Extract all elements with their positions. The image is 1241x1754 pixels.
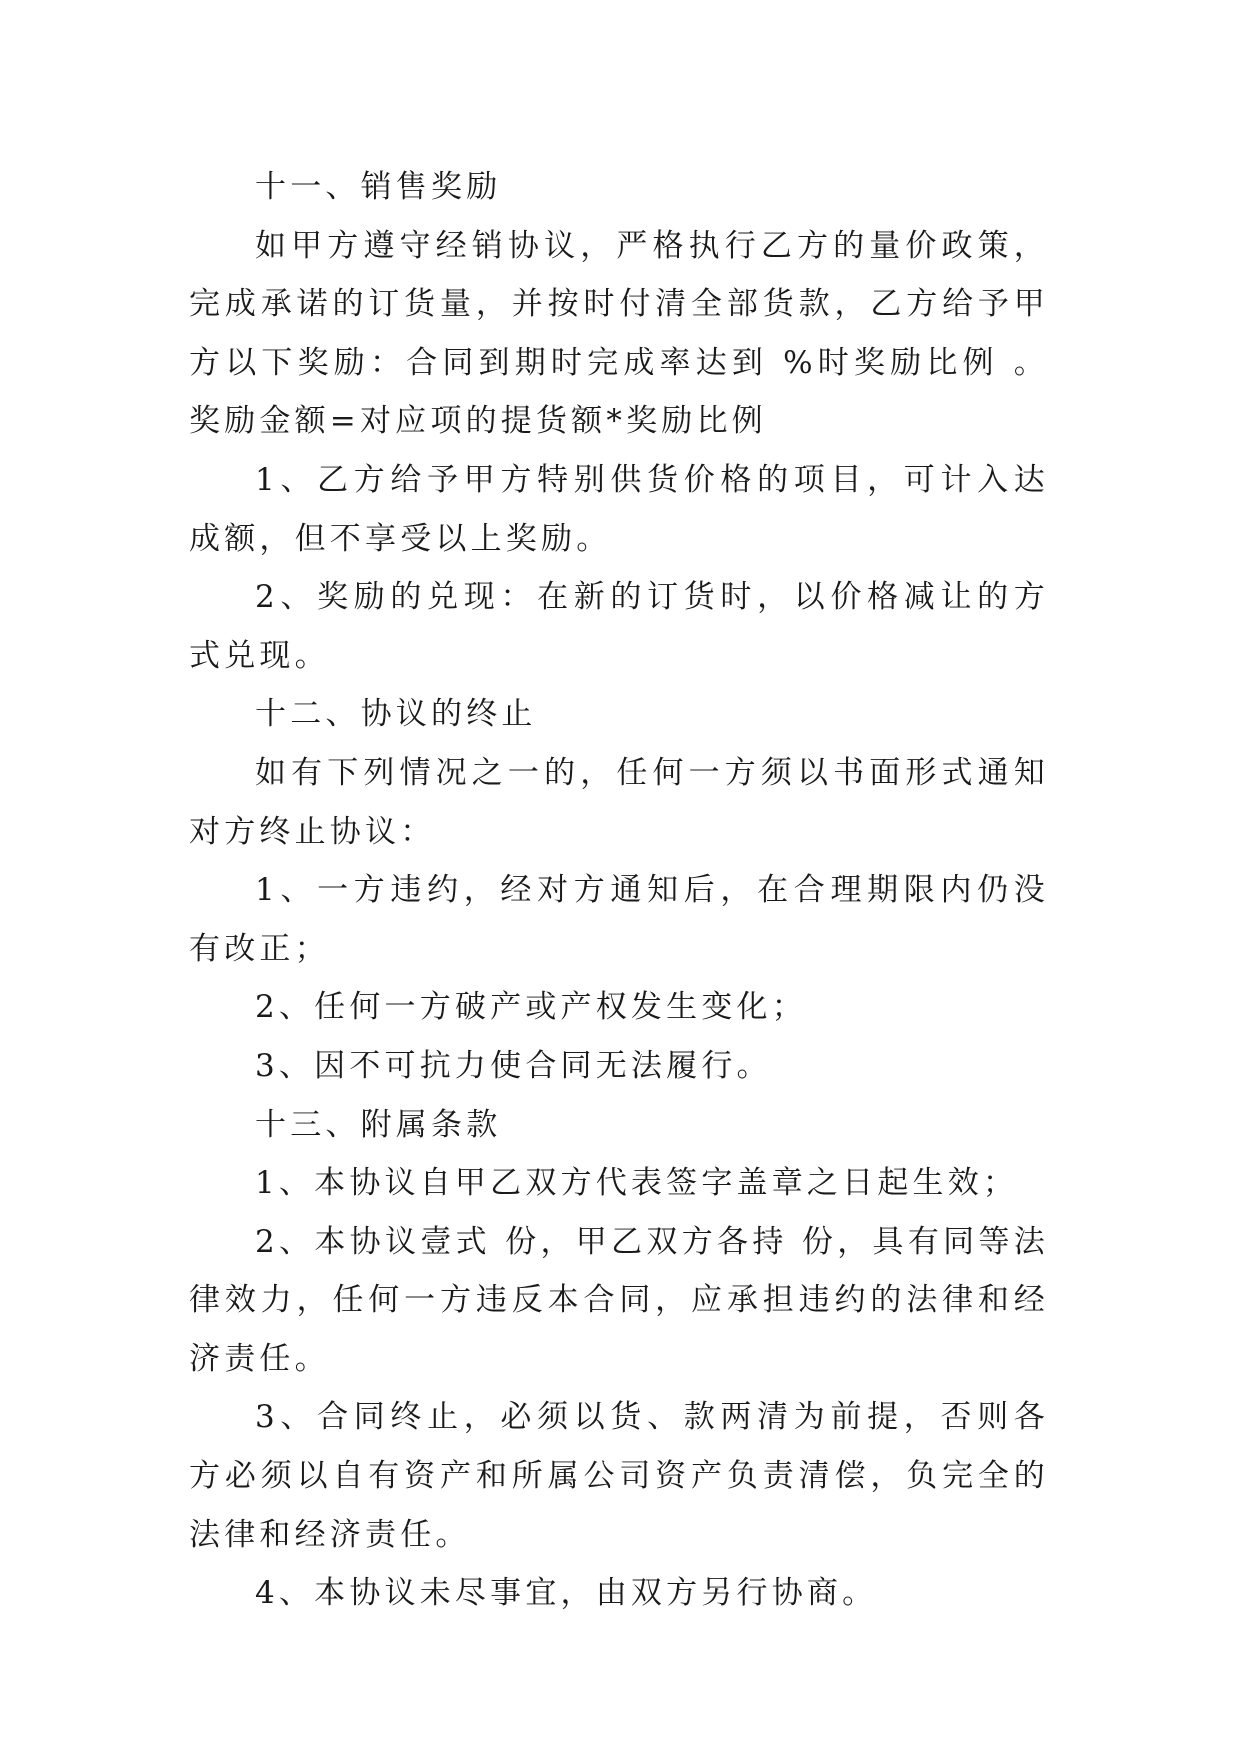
section-heading-termination: 十二、协议的终止 — [255, 696, 537, 733]
list-item-supplementary-2: 2、本协议壹式 份，甲乙双方各持 份，具有同等法律效力，任何一方违反本合同，应承担违约的法律和经济责任。 — [189, 1223, 1049, 1377]
section-heading-sales-reward: 十一、销售奖励 — [255, 169, 502, 205]
section-heading-supplementary: 十三、附属条款 — [255, 1106, 502, 1143]
list-item-supplementary-1: 1、本协议自甲乙双方代表签字盖章之日起生效； — [255, 1165, 1019, 1202]
paragraph-reward-terms: 如甲方遵守经销协议，严格执行乙方的量价政策，完成承诺的订货量，并按时付清全部货款，乙方给予甲方以下奖励：合同到期时完成率达到 %时奖励比例 。奖励金额=对应项的提货额*奖励比例 — [189, 227, 1049, 440]
list-item-termination-1: 1、一方违约，经对方通知后，在合理期限内仍没有改正； — [189, 872, 1049, 967]
list-item-supplementary-4: 4、本协议未尽事宜，由双方另行协商。 — [255, 1575, 878, 1612]
list-item-termination-3: 3、因不可抗力使合同无法履行。 — [255, 1047, 772, 1084]
paragraph-termination-intro: 如有下列情况之一的，任何一方须以书面形式通知对方终止协议： — [189, 754, 1049, 850]
list-item-termination-2: 2、任何一方破产或产权发生变化； — [255, 989, 807, 1026]
list-item-supplementary-3: 3、合同终止，必须以货、款两清为前提，否则各方必须以自有资产和所属公司资产负责清偿，负完全的法律和经济责任。 — [189, 1399, 1049, 1553]
document-body — [189, 158, 1049, 1623]
list-item-reward-1: 1、乙方给予甲方特别供货价格的项目，可计入达成额，但不享受以上奖励。 — [189, 461, 1049, 557]
list-item-reward-2: 2、奖励的兑现：在新的订货时，以价格减让的方式兑现。 — [189, 579, 1049, 674]
